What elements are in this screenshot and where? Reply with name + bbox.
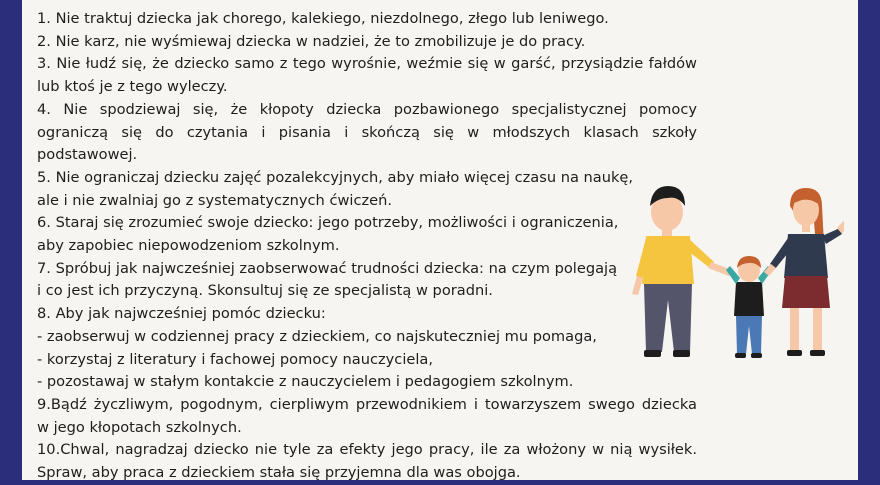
family-illustration: [618, 176, 844, 362]
text-line: - korzystaj z literatury i fachowej pomocy nauczyciela,: [37, 350, 433, 368]
text-line: 10.Chwal, nagradzaj dziecko nie tyle za efekty jego pracy, ile za włożony w nią wysiłek.: [37, 441, 697, 459]
text-line: podstawowej.: [37, 146, 138, 164]
text-line: - zaobserwuj w codziennej pracy z dzieckiem, co najskuteczniej mu pomaga,: [37, 327, 597, 345]
text-line: 8. Aby jak najwcześniej pomóc dziecku:: [37, 305, 326, 323]
father-figure: [632, 186, 732, 357]
text-line: 2. Nie karz, nie wyśmiewaj dziecka w nadziei, że to zmobilizuje je do pracy.: [37, 32, 586, 50]
text-line: 3. Nie łudź się, że dziecko samo z tego wyrośnie, weźmie się w garść, przysiądzie fałdów: [37, 55, 697, 73]
text-line: 5. Nie ograniczaj dziecku zajęć pozalekcyjnych, aby miało więcej czasu na naukę,: [37, 168, 634, 186]
text-line: 6. Staraj się zrozumieć swoje dziecko: jego potrzeby, możliwości i ograniczenia,: [37, 214, 619, 232]
text-line: ale i nie zwalniaj go z systematycznych ćwiczeń.: [37, 191, 393, 209]
mother-figure: [764, 188, 844, 356]
text-line: 4. Nie spodziewaj się, że kłopoty dziecka pozbawionego specjalistycznej pomocy: [37, 100, 697, 118]
document-page: [22, 0, 858, 480]
text-line: Spraw, aby praca z dzieckiem stała się przyjemna dla was obojga.: [37, 464, 521, 482]
text-line: i co jest ich przyczyną. Skonsultuj się ze specjalistą w poradni.: [37, 282, 493, 300]
text-line: ograniczą się do czytania i pisania i skończą się w młodszych klasach szkoły: [37, 123, 697, 141]
text-line: lub ktoś je z tego wyleczy.: [37, 78, 228, 96]
advice-list: [37, 8, 697, 485]
text-line: 7. Spróbuj jak najwcześniej zaobserwować trudności dziecka: na czym polegają: [37, 259, 618, 277]
text-line: aby zapobiec niepowodzeniom szkolnym.: [37, 237, 340, 255]
text-line: - pozostawaj w stałym kontakcie z nauczycielem i pedagogiem szkolnym.: [37, 373, 574, 391]
text-line: w jego kłopotach szkolnych.: [37, 418, 242, 436]
text-line: 9.Bądź życzliwym, pogodnym, cierpliwym przewodnikiem i towarzyszem swego dziecka: [37, 395, 697, 413]
text-line: 1. Nie traktuj dziecka jak chorego, kalekiego, niezdolnego, złego lub leniwego.: [37, 10, 609, 27]
